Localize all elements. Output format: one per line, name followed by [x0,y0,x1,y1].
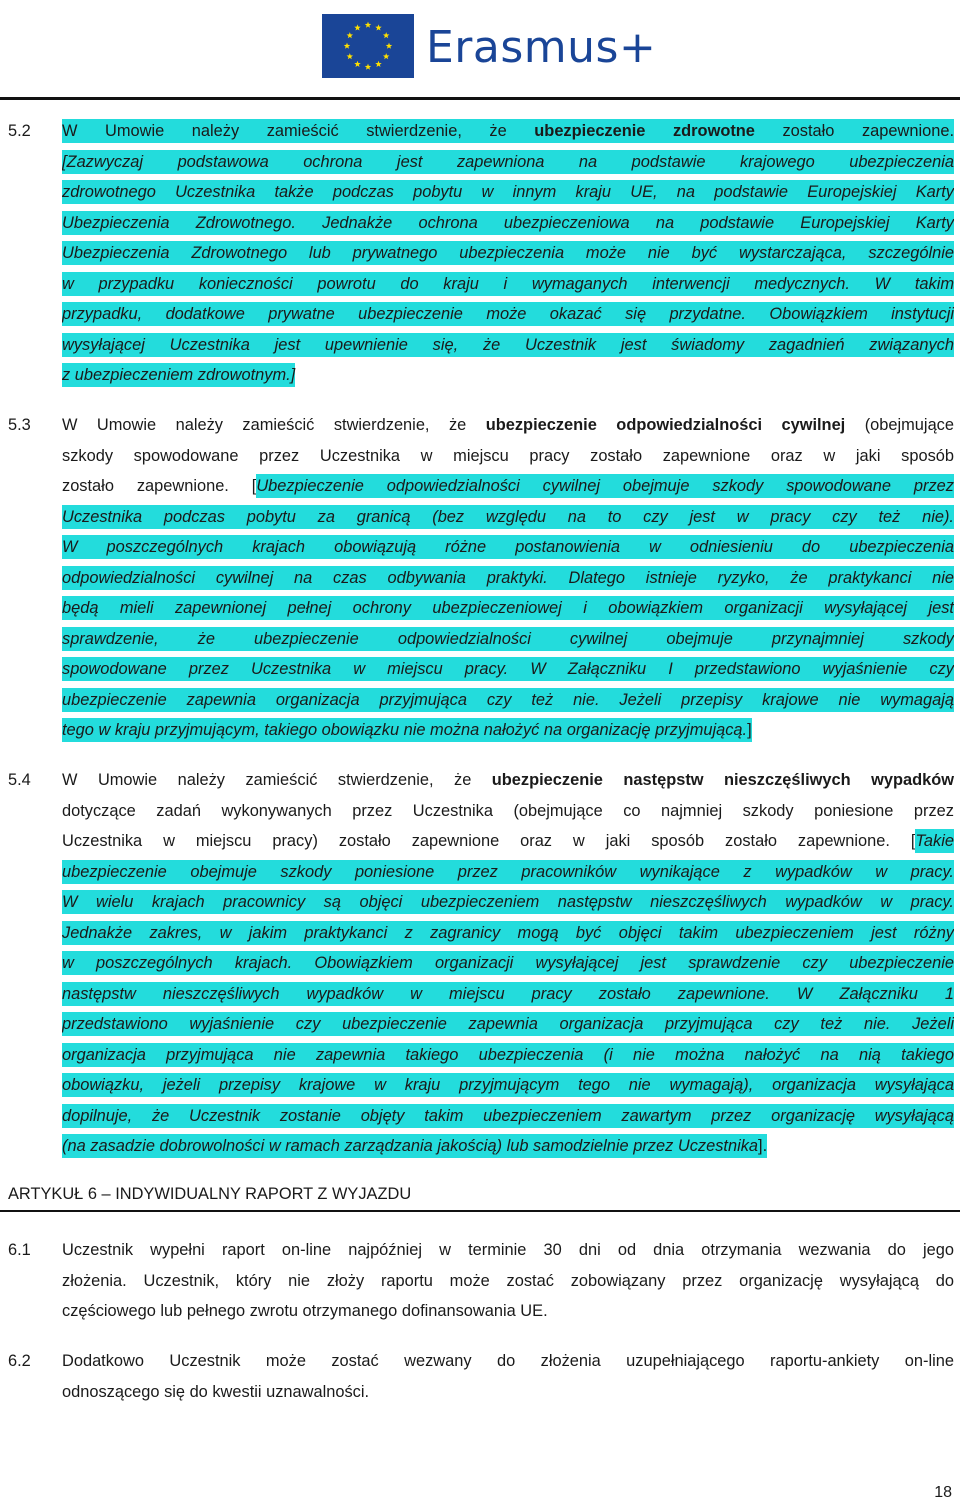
text-run: zostało zapewnione. [ [62,477,257,495]
text-line [62,116,954,147]
section-number: 6.1 [8,1241,31,1259]
header-rule [0,97,960,100]
text-line [62,1266,954,1297]
text-run: Jeżeli przepisy krajowe nie wymagają [619,688,954,712]
text-line [62,1131,954,1162]
text-line [62,887,954,918]
text-line [62,208,954,239]
text-run: (obejmujące [845,416,954,434]
section-text [62,410,954,746]
text-run: szkody spowodowane przez Uczestnika w miejscu pracy zostało zapewnione oraz w jaki sposób [62,446,954,465]
text-line [62,410,954,441]
text-line [62,948,954,979]
article-heading-rule [0,1210,960,1212]
text-run: Ubezpieczenie odpowiedzialności cywilnej obejmuje szkody spowodowane przez [256,474,954,498]
text-run: W Umowie należy zamieścić stwierdzenie, że [62,416,486,434]
text-line [62,624,954,655]
section-number: 5.3 [8,416,31,434]
text-run: ] [747,718,752,742]
text-run: częściowego lub pełnego zwrotu otrzymanego dofinansowania UE. [62,1302,548,1320]
text-run: przedstawiono wyjaśnienie czy ubezpieczenie zapewnia organizacja przyjmująca czy też nie. [62,1012,912,1036]
text-run: Obowiązkiem instytucji [769,302,954,326]
text-line [62,1346,954,1377]
text-line [62,441,954,472]
text-line [62,238,954,269]
text-run: W takim [875,272,954,296]
text-run: spowodowane przez Uczestnika w miejscu pracy. [62,657,530,681]
text-run: Dodatkowo Uczestnik może zostać wezwany do złożenia uzupełniającego raportu-ankiety on-line [62,1352,954,1370]
erasmus-plus-logo [322,14,657,84]
text-run: wysyłającej Uczestnika jest upewnienie się, że Uczestnik jest świadomy zagadnień związanych [62,333,954,357]
text-run: Uczestnika w miejscu pracy) zostało zapewnione oraz w jaki sposób zostało zapewnione. [ [62,832,916,850]
text-line [62,299,954,330]
text-line [62,918,954,949]
text-line [62,857,954,888]
text-run: Ubezpieczenia Zdrowotnego. [62,211,322,235]
section-number: 5.2 [8,122,31,140]
text-line [62,330,954,361]
text-run: W Załączniku I przedstawiono wyjaśnienie czy [530,657,954,681]
text-run: Jednakże zakres, w jakim praktykanci z zagranicy mogą być objęci takim ubezpieczeniem jest różny [62,921,954,945]
section-text [62,116,954,391]
text-line [62,177,954,208]
text-run: Jednakże ochrona ubezpieczeniowa na podstawie Europejskiej Karty [322,211,954,235]
text-line [62,269,954,300]
text-run: Dlatego istnieje ryzyko, że praktykanci nie [569,566,954,590]
text-run: ubezpieczenie odpowiedzialności cywilnej [485,416,846,434]
text-line [62,1040,954,1071]
text-run: tego w kraju przyjmującym, takiego obowiązku nie można nałożyć na organizację przyjmującą. [62,718,747,742]
text-run: ubezpieczenie zapewnia organizacja przyjmująca czy też nie. [62,688,619,712]
text-run: ubezpieczenie następstw nieszczęśliwych wypadków [491,771,954,789]
text-run: Uczestnika podczas pobytu za granicą (bez względu na to czy jest w pracy czy też nie). [62,505,954,529]
text-line [62,471,954,502]
text-run: Jeżeli [912,1012,954,1036]
text-run: zostało zapewnione. [755,119,954,143]
erasmus-logo-text: Erasmus+ [426,22,657,73]
page-number: 18 [934,1484,952,1501]
text-run: dotyczące zadań wykonywanych przez Uczestnika (obejmujące co najmniej szkody poniesione przez [62,801,954,820]
text-line [62,1377,954,1408]
text-line [62,979,954,1010]
text-line [62,1009,954,1040]
text-line [62,796,954,827]
text-run: organizacja przyjmująca nie zapewnia takiego ubezpieczenia (i nie można nałożyć na nią takiego [62,1043,954,1067]
text-run: [Zazwyczaj podstawowa ochrona jest zapewniona na podstawie krajowego ubezpieczenia [62,150,954,174]
text-run: (na zasadzie dobrowolności w ramach zarządzania jakością) lub samodzielnie przez Uczestnika [62,1134,758,1158]
article-6-heading: ARTYKUŁ 6 – INDYWIDUALNY RAPORT Z WYJAZDU [8,1185,412,1203]
text-line [62,593,954,624]
text-line [62,532,954,563]
section-text [62,1346,954,1407]
text-line [62,826,954,857]
text-run: w poszczególnych krajach. [62,951,314,975]
text-line [62,502,954,533]
text-line [62,715,954,746]
text-run: Obowiązkiem organizacji wysyłającej jest sprawdzenie czy ubezpieczenie [314,951,954,975]
text-run: w przypadku konieczności powrotu do kraju i wymaganych interwencji medycznych. [62,272,875,296]
section-text [62,765,954,1162]
text-run: będą mieli zapewnionej pełnej ochrony ubezpieczeniowej i obowiązkiem organizacji wysyłającej jest [62,596,954,620]
text-run: Takie [915,829,954,853]
text-run: W Umowie należy zamieścić stwierdzenie, że [62,119,534,143]
text-line [62,685,954,716]
section-number: 6.2 [8,1352,31,1370]
text-line [62,1235,954,1266]
text-run: odpowiedzialności cywilnej na czas odbywania praktyki. [62,566,569,590]
eu-flag-icon [322,14,414,78]
text-line [62,563,954,594]
text-run: przypadku, dodatkowe prywatne ubezpieczenie może okazać się przydatne. [62,302,769,326]
text-run: dopilnuje, że Uczestnik zostanie objęty takim ubezpieczeniem zawartym przez organizację wysyłającą [62,1104,954,1128]
text-run: W Umowie należy zamieścić stwierdzenie, że [62,771,492,789]
text-line [62,765,954,796]
text-line [62,1101,954,1132]
text-run: W wielu krajach pracownicy są objęci ubezpieczeniem następstw nieszczęśliwych wypadków w pracy. [62,890,954,914]
text-run: odnoszącego się do kwestii uznawalności. [62,1382,370,1401]
text-run: W Załączniku 1 [797,982,954,1006]
text-run: ]. [758,1134,767,1158]
text-run: Ubezpieczenia Zdrowotnego lub prywatnego ubezpieczenia może nie być wystarczająca, szczególnie [62,241,954,265]
text-run: W poszczególnych krajach obowiązują różne postanowienia w odniesieniu do ubezpieczenia [62,535,954,559]
text-line [62,1070,954,1101]
text-line [62,360,954,391]
text-run: zdrowotnego Uczestnika także podczas pobytu w innym kraju UE, na podstawie Europejskiej Karty [62,180,954,204]
text-line [62,654,954,685]
text-run: z ubezpieczeniem zdrowotnym.] [62,363,295,387]
text-line [62,1296,954,1327]
section-text [62,1235,954,1327]
text-run: następstw nieszczęśliwych wypadków w miejscu pracy zostało zapewnione. [62,982,797,1006]
text-run: ubezpieczenie zdrowotne [534,119,755,143]
text-line [62,147,954,178]
text-run: Uczestnik wypełni raport on-line najpóźniej w terminie 30 dni od dnia otrzymania wezwania do jego [62,1241,954,1259]
text-run: złożenia. Uczestnik, który nie złoży raportu może zostać zobowiązany przez organizację wysyłającą do [62,1271,954,1290]
text-run: sprawdzenie, że ubezpieczenie odpowiedzialności cywilnej obejmuje przynajmniej szkody [62,627,954,651]
text-run: ubezpieczenie obejmuje szkody poniesione przez pracowników wynikające z wypadków w pracy. [62,860,954,884]
section-number: 5.4 [8,771,31,789]
text-run: obowiązku, jeżeli przepisy krajowe w kraju przyjmującym tego nie wymagają), organizacja wysyłająca [62,1073,954,1097]
